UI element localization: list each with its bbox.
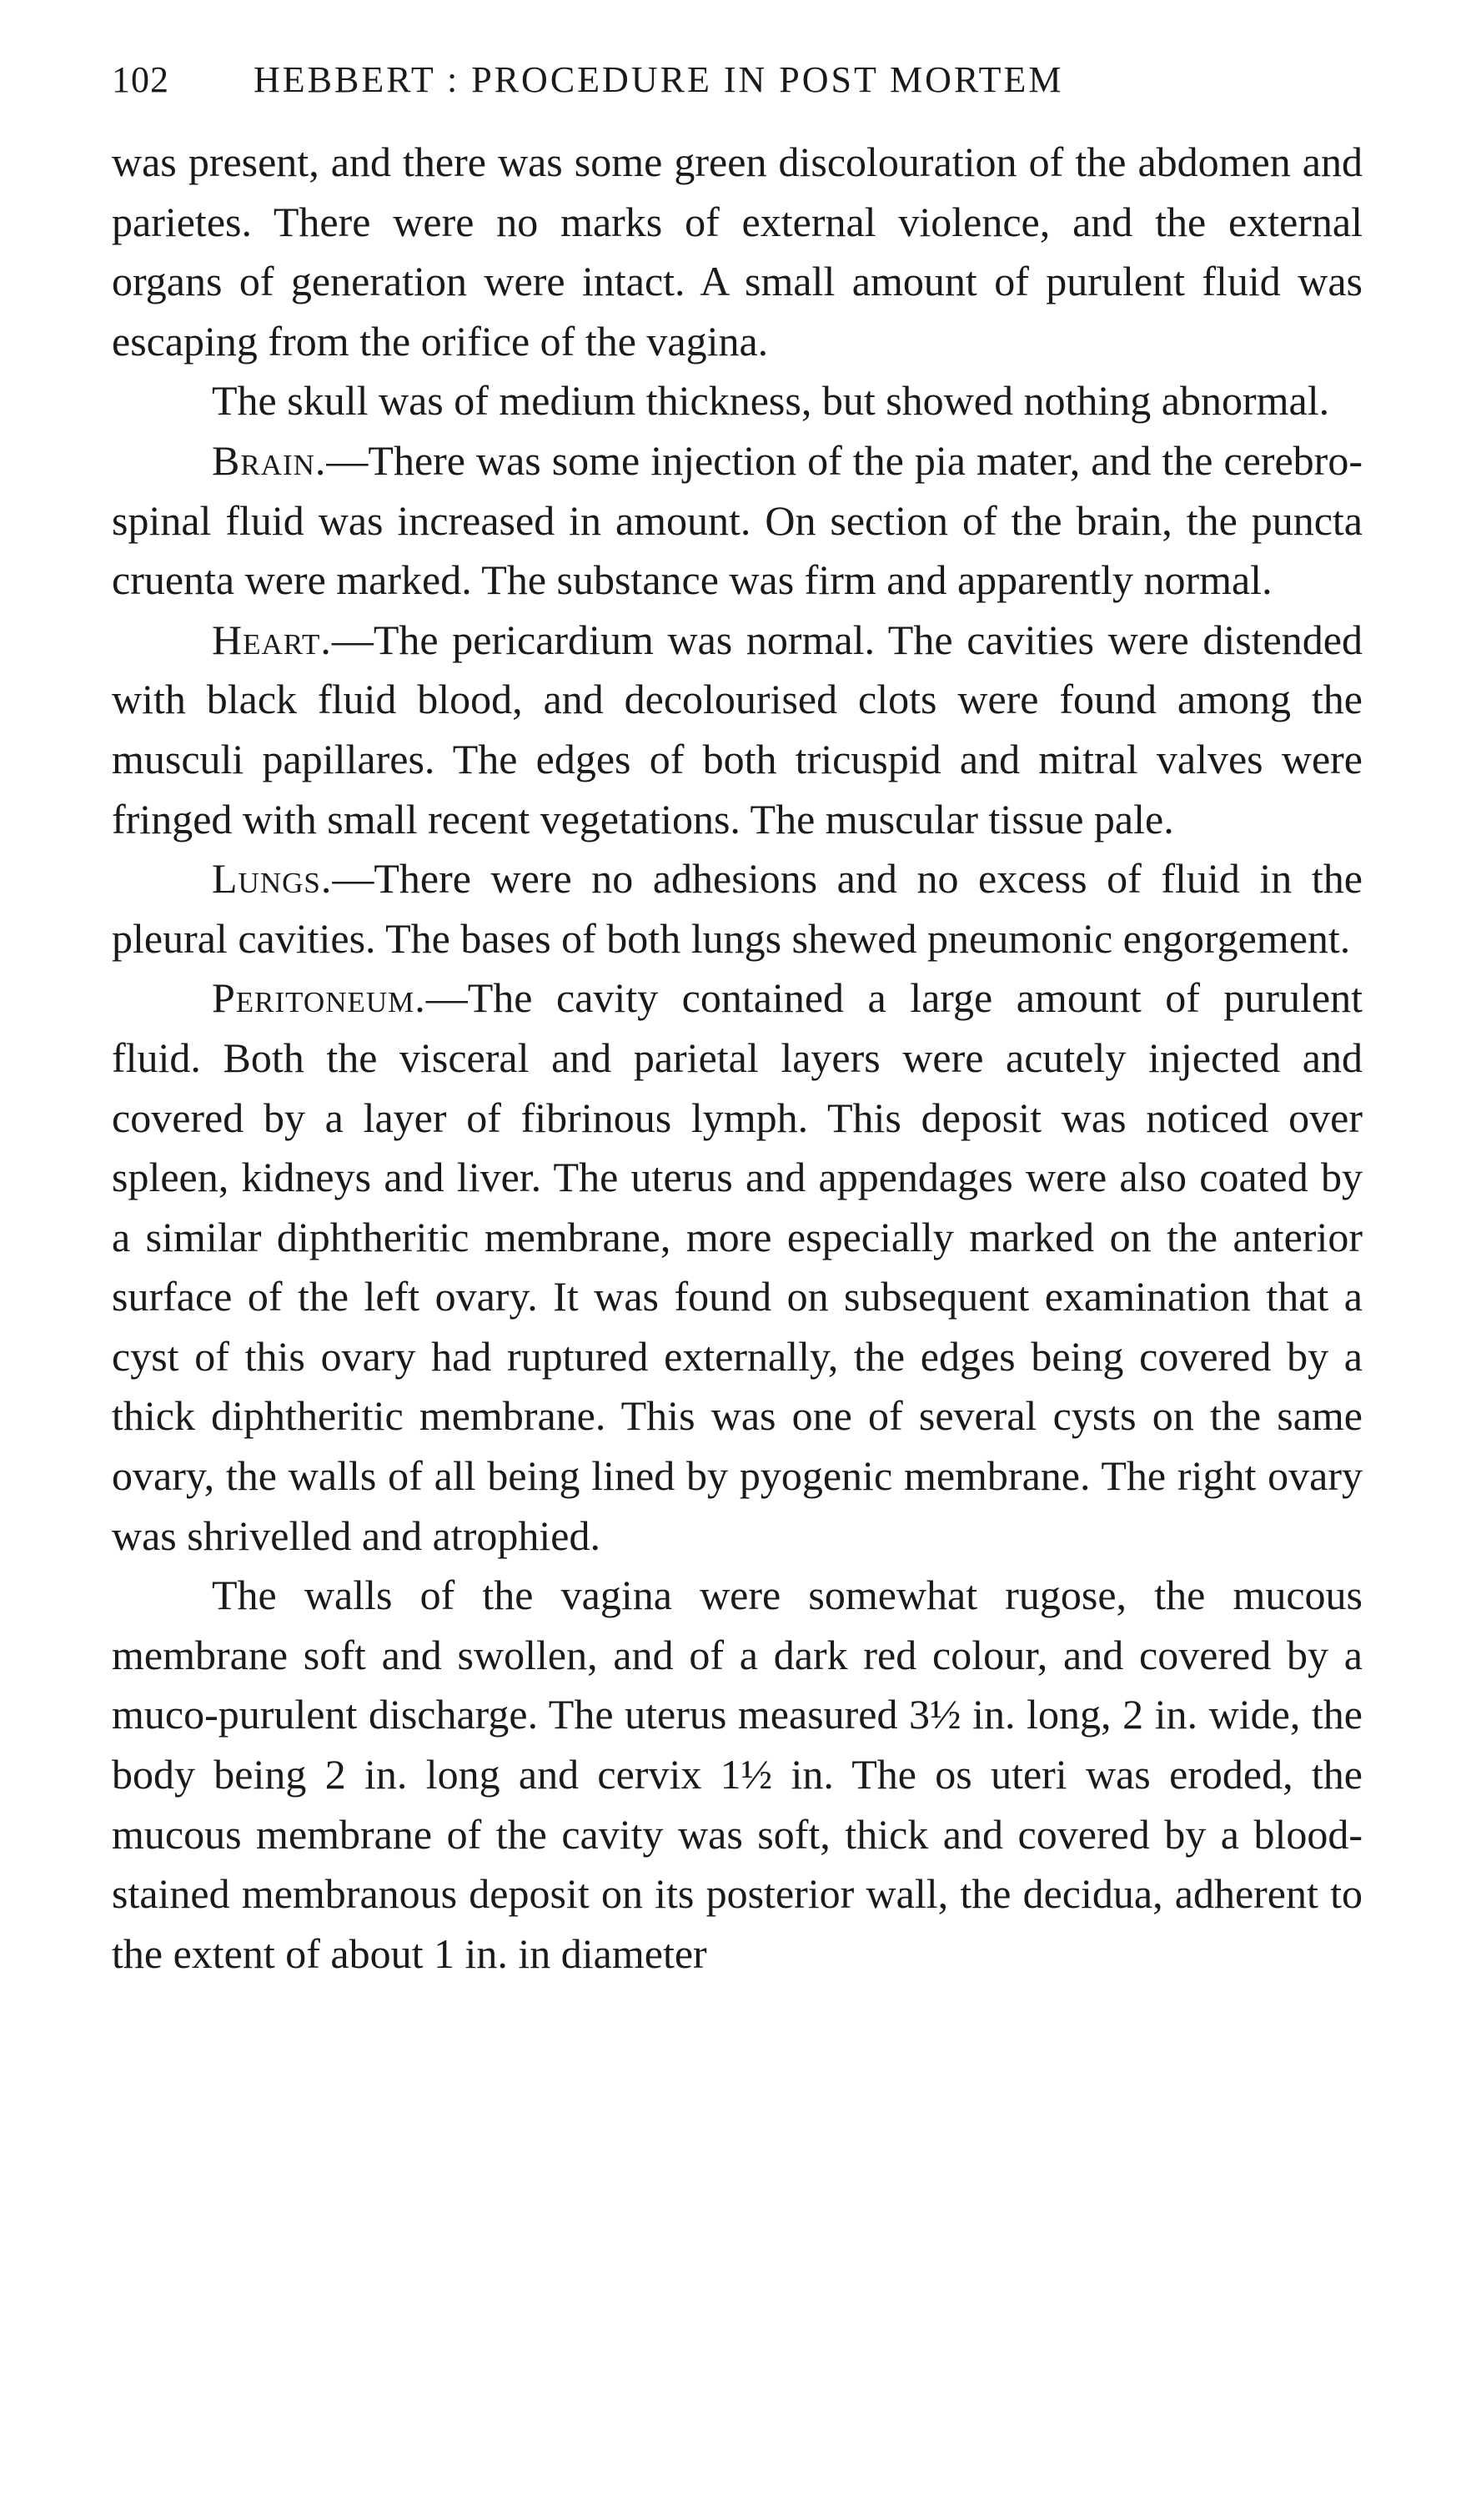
page-number: 102 xyxy=(112,59,169,100)
paragraph-continuation xyxy=(112,133,1363,371)
paragraph-text: The skull was of medium thickness, but showed nothing abnormal. xyxy=(212,377,1330,425)
paragraph-peritoneum xyxy=(112,968,1363,1566)
running-title: HEBBERT : PROCEDURE IN POST MORTEM xyxy=(254,59,1064,100)
body-text xyxy=(112,133,1363,1984)
section-heading-brain: Brain. xyxy=(212,436,327,484)
section-heading-peritoneum: Peritoneum. xyxy=(212,974,426,1022)
paragraph-text: —The pericardium was normal. The cavities were distended with black fluid blood, and decolourised clots were found among the musculi papillares. The edges of both tricuspid and mitral valves were fringed with small recent vegetations. The muscular tissue pale. xyxy=(112,616,1363,843)
paragraph-text: The walls of the vagina were somewhat rugose, the mucous membrane soft and swollen, and of a dark red colour, and covered by a muco-purulent discharge. The uterus measured 3½ in. long, 2 in. wide, the body being 2 in. long and cervix 1½ in. The os uteri was eroded, the mucous membrane of the cavity was soft, thick and covered by a blood-stained membranous deposit on its posterior wall, the decidua, adherent to the extent of about 1 in. in diameter xyxy=(112,1572,1363,1977)
paragraph-text: was present, and there was some green discolouration of the abdomen and parietes. There were no marks of external violence, and the external organs of generation were intact. A small amount of purulent fluid was escaping from the orifice of the vagina. xyxy=(112,138,1363,365)
section-heading-lungs: Lungs. xyxy=(212,855,333,903)
paragraph-text: —There was some injection of the pia mater, and the cerebro-spinal fluid was increased in amount. On section of the brain, the puncta cruenta were marked. The substance was firm and apparently normal. xyxy=(112,436,1363,604)
section-heading-heart: Heart. xyxy=(212,616,332,663)
paragraph-lungs xyxy=(112,849,1363,968)
running-head xyxy=(112,58,1363,101)
paragraph-vagina-uterus xyxy=(112,1566,1363,1984)
page xyxy=(112,58,1363,1984)
paragraph-text: —The cavity contained a large amount of purulent fluid. Both the visceral and parietal layers were acutely injected and covered by a layer of fibrinous lymph. This deposit was noticed over spleen, kidneys and liver. The uterus and appendages were also coated by a similar diphtheritic membrane, more especially marked on the anterior surface of the left ovary. It was found on subsequent examination that a cyst of this ovary had ruptured externally, the edges being covered by a thick diphtheritic membrane. This was one of several cysts on the same ovary, the walls of all being lined by pyogenic membrane. The right ovary was shrivelled and atrophied. xyxy=(112,974,1363,1559)
paragraph-brain xyxy=(112,431,1363,611)
paragraph-skull xyxy=(112,371,1363,431)
paragraph-text: —There were no adhesions and no excess of fluid in the pleural cavities. The bases of both lungs shewed pneumonic engorgement. xyxy=(112,855,1363,962)
paragraph-heart xyxy=(112,611,1363,849)
